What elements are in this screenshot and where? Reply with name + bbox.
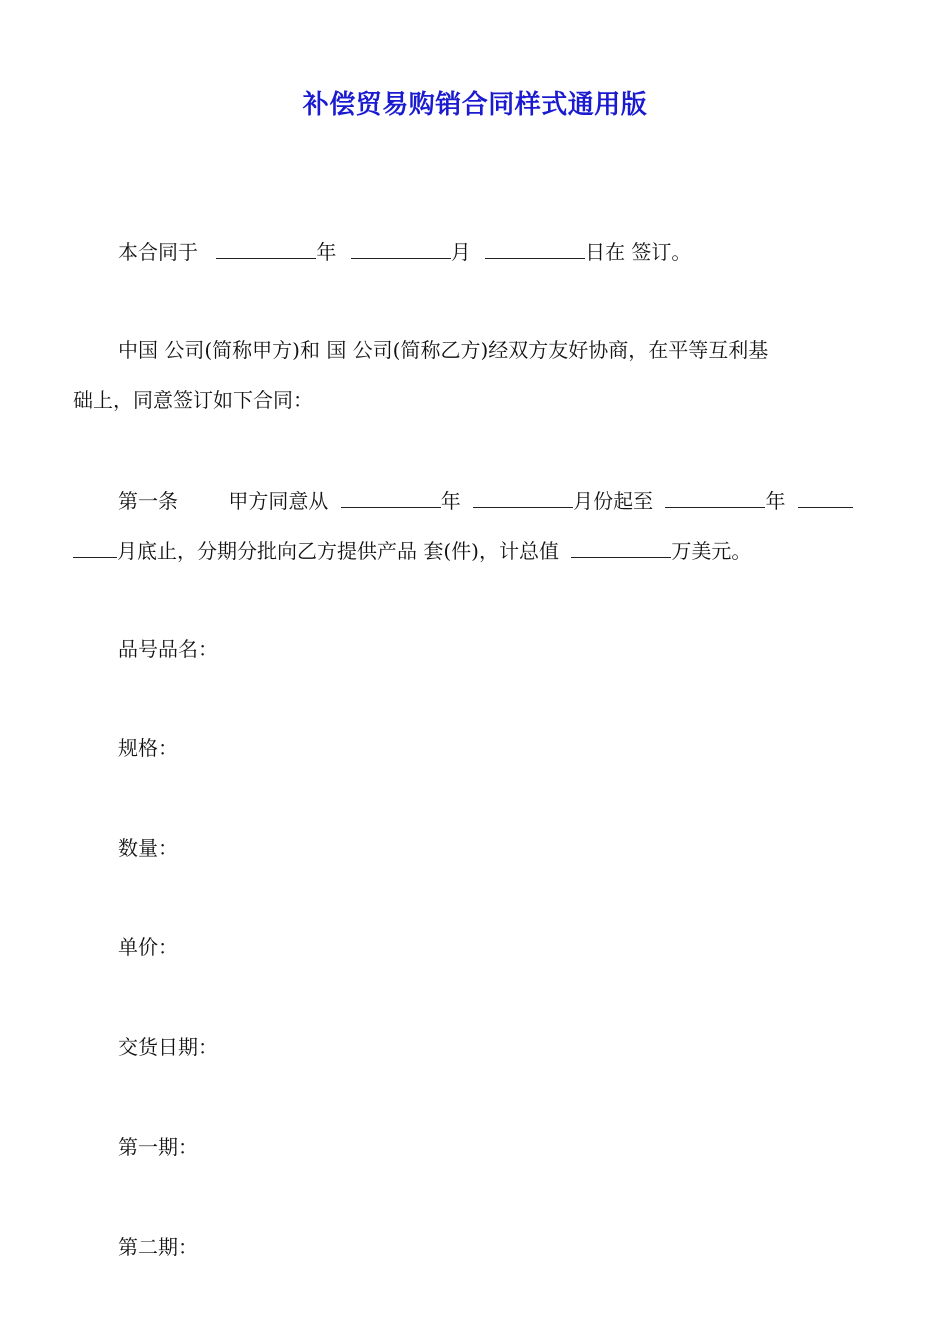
end-month-blank-part1 bbox=[798, 487, 853, 508]
day-blank bbox=[485, 238, 585, 259]
year-label: 年 bbox=[316, 240, 337, 264]
field-specification: 规格： bbox=[118, 736, 178, 760]
end-year-label: 年 bbox=[765, 489, 786, 513]
field-unit-price: 单价： bbox=[118, 935, 178, 959]
parties-line-2: 础上，同意签订如下合同： bbox=[73, 388, 313, 412]
total-value-blank bbox=[571, 537, 671, 558]
field-phase-1: 第一期： bbox=[118, 1135, 198, 1159]
field-delivery-date: 交货日期： bbox=[118, 1035, 218, 1059]
month-label: 月 bbox=[450, 240, 471, 264]
article-1-label: 第一条 bbox=[118, 489, 178, 513]
field-quantity: 数量： bbox=[118, 836, 178, 860]
article-1-line-1 bbox=[118, 487, 853, 513]
parties-line-1: 中国 公司(简称甲方)和 国 公司(简称乙方)经双方友好协商，在平等互利基 bbox=[118, 338, 769, 362]
document-title: 补偿贸易购销合同样式通用版 bbox=[302, 90, 648, 120]
start-month-blank bbox=[473, 487, 573, 508]
article-1-line-2 bbox=[73, 537, 751, 563]
year-blank bbox=[216, 238, 316, 259]
end-year-blank bbox=[665, 487, 765, 508]
end-month-blank-part2 bbox=[73, 537, 117, 558]
start-year-label: 年 bbox=[440, 489, 461, 513]
field-phase-2: 第二期： bbox=[118, 1235, 198, 1259]
start-year-blank bbox=[341, 487, 441, 508]
day-sign-label: 日在 签订。 bbox=[585, 240, 692, 264]
field-product-name: 品号品名： bbox=[118, 637, 218, 661]
article-1-text-supply: 月底止，分期分批向乙方提供产品 套(件)，计总值 bbox=[117, 539, 559, 563]
month-blank bbox=[351, 238, 451, 259]
intro-prefix: 本合同于 bbox=[118, 240, 198, 264]
start-month-label: 月份起至 bbox=[573, 489, 654, 513]
signing-date-line bbox=[118, 238, 691, 264]
total-value-unit: 万美元。 bbox=[671, 539, 752, 563]
article-1-text-from: 甲方同意从 bbox=[228, 489, 329, 513]
